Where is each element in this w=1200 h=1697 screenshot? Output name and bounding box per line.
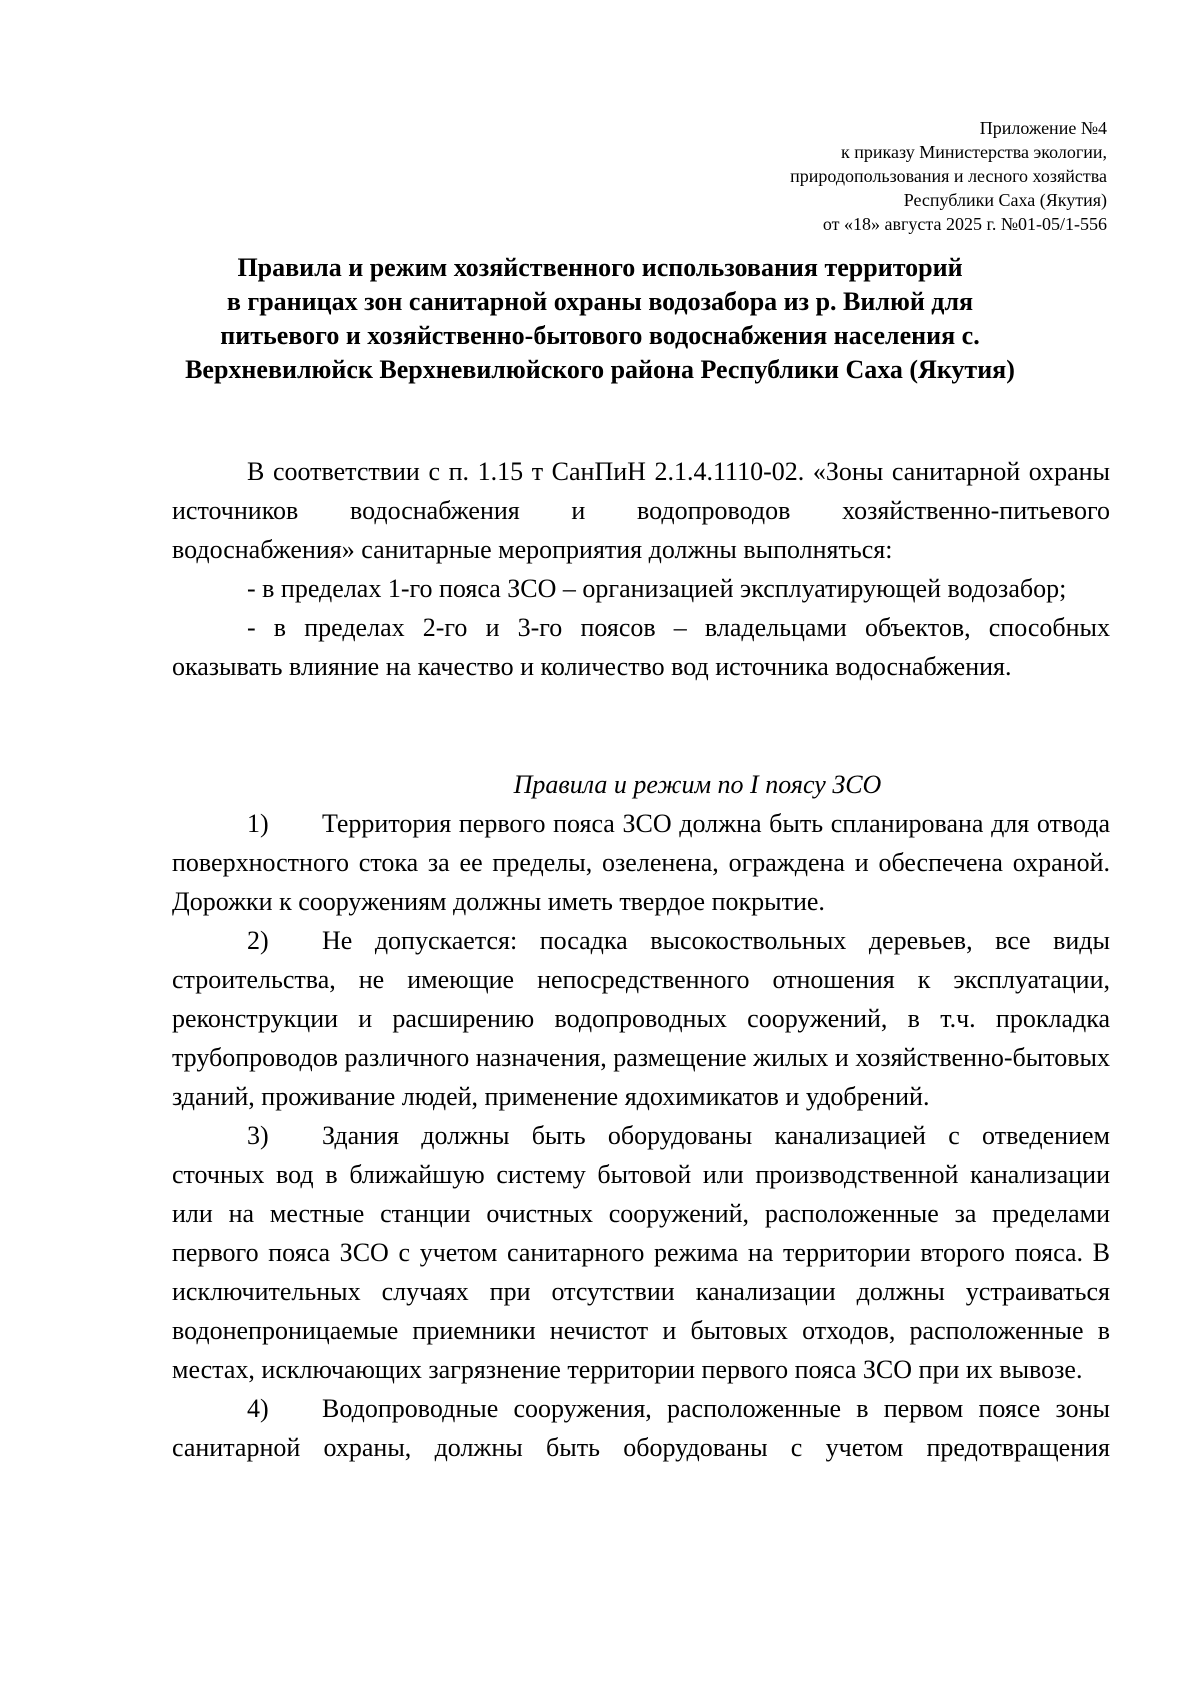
rule-text: Здания должны быть оборудованы канализацией с отведением сточных вод в ближайшую систему бытовой или производственной канализации или на местные станции очистных сооружений, расположенные за пределами первого пояса ЗСО с учетом санитарного режима на территории второго пояса. В исключительных случаях при отсутствии канализации должны устраиваться водонепроницаемые приемники нечистот и бытовых отходов, расположенные в местах, исключающих загрязнение территории первого пояса ЗСО при их вывозе. [172,1121,1110,1384]
approval-line: к приказу Министерства экологии, [840,142,1107,162]
rules-list [172,804,1110,1467]
rule-item [172,1116,1110,1389]
approval-line: от «18» августа 2025 г. №01-05/1-556 [822,214,1107,234]
document-title [120,251,1080,387]
intro-list-item: - в пределах 2-го и 3-го поясов – владельцами объектов, способных оказывать влияние на качество и количество вод источника водоснабжения. [172,613,1110,681]
title-line: Верхневилюйск Верхневилюйского района Республики Саха (Якутия) [185,355,1015,384]
rule-number: 4) [247,1394,269,1423]
approval-line: природопользования и лесного хозяйства [790,166,1107,186]
rule-item [172,1389,1110,1467]
intro-section [172,452,1110,686]
title-line: в границах зон санитарной охраны водозабора из р. Вилюй для [226,287,974,316]
rule-number: 1) [247,809,269,838]
rule-text: Территория первого пояса ЗСО должна быть спланирована для отвода поверхностного стока за ее пределы, озеленена, ограждена и обеспечена охраной. Дорожки к сооружениям должны иметь твердое покрытие. [172,809,1110,916]
intro-list-item: - в пределах 1-го пояса ЗСО – организацией эксплуатирующей водозабор; [247,574,1067,603]
rule-number: 2) [247,926,269,955]
approval-line: Приложение №4 [979,118,1107,138]
approval-line: Республики Саха (Якутия) [903,190,1107,210]
rule-text: Не допускается: посадка высокоствольных деревьев, все виды строительства, не имеющие непосредственного отношения к эксплуатации, реконструкции и расширению водопроводных сооружений, в т.ч. прокладка трубопроводов различного назначения, размещение жилых и хозяйственно-бытовых зданий, проживание людей, применение ядохимикатов и удобрений. [172,926,1111,1111]
title-line: Правила и режим хозяйственного использования территорий [237,253,963,282]
rule-item [172,921,1110,1116]
approval-block [790,116,1107,236]
rule-item [172,804,1110,921]
title-line: питьевого и хозяйственно-бытового водоснабжения населения с. [220,321,980,350]
intro-paragraph: В соответствии с п. 1.15 т СанПиН 2.1.4.1110-02. «Зоны санитарной охраны источников водоснабжения и водопроводов хозяйственно-питьевого водоснабжения» санитарные мероприятия должны выполняться: [172,457,1110,564]
rule-text: Водопроводные сооружения, расположенные в первом поясе зоны санитарной охраны, должны быть оборудованы с учетом предотвращения [172,1394,1110,1462]
rule-number: 3) [247,1121,269,1150]
section-heading: Правила и режим по I поясу ЗСО [513,770,882,799]
